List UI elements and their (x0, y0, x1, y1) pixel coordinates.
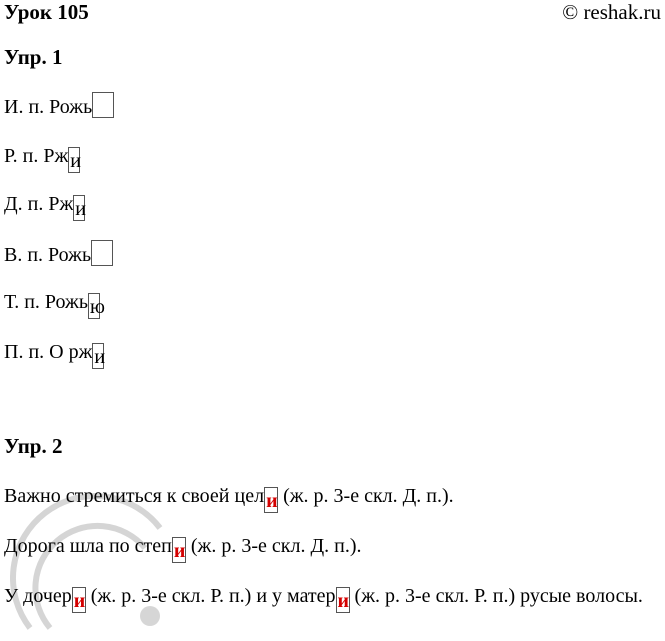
ex2-sentence-2 (4, 534, 362, 563)
ex1-row-text: П. п. О рж (4, 341, 93, 363)
sentence-text: У дочер (4, 585, 72, 607)
sentence-note: (ж. р. 3-е скл. Д. п.). (185, 535, 362, 557)
ending-box: и (172, 537, 186, 563)
exercise-1-title: Упр. 1 (4, 45, 63, 69)
ex1-row-text: Т. п. Рожь (4, 291, 88, 313)
ex1-row-prepositional (4, 340, 104, 369)
ex1-row-instrumental (4, 290, 105, 319)
ending-box: и (72, 587, 86, 613)
ending-box (91, 240, 113, 266)
ex1-row-accusative (4, 240, 113, 267)
sentence-text: (ж. р. 3-е скл. Р. п.) и у матер (85, 585, 336, 607)
sentence-text: Дорога шла по степ (4, 535, 172, 557)
ending-box: ю (88, 293, 100, 319)
ex2-sentence-1 (4, 484, 454, 513)
ex1-row-text: И. п. Рожь (4, 96, 93, 118)
ending-box (92, 92, 114, 118)
exercise-2-title: Упр. 2 (4, 434, 63, 458)
ending-box: и (336, 587, 350, 613)
ex1-row-text: Д. п. Рж (4, 193, 74, 215)
ex1-row-text: Р. п. Рж (4, 145, 69, 167)
sentence-text: Важно стремиться к своей цел (4, 485, 265, 507)
sentence-text: (ж. р. 3-е скл. Р. п.) русые волосы. (349, 585, 643, 607)
lesson-title: Урок 105 (4, 0, 89, 24)
ending-box: и (92, 343, 104, 369)
ex2-sentence-3 (4, 578, 661, 614)
ending-box: и (68, 147, 80, 173)
ex1-row-genitive (4, 144, 80, 173)
ex1-row-text: В. п. Рожь (4, 244, 92, 266)
ending-box: и (73, 195, 85, 221)
ex1-row-nominative (4, 92, 114, 119)
ending-box: и (264, 487, 278, 513)
ex1-row-dative (4, 192, 85, 221)
site-credit: © reshak.ru (562, 0, 661, 24)
sentence-note: (ж. р. 3-е скл. Д. п.). (278, 485, 454, 507)
